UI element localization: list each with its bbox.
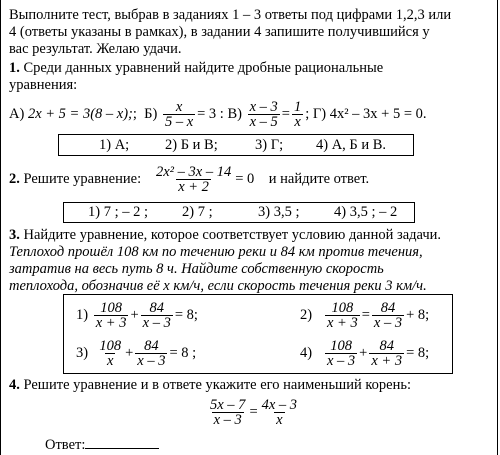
q4-fraction-2 — [260, 398, 299, 427]
q2-line — [9, 160, 369, 198]
q3-o4-n2: 84 — [379, 337, 394, 354]
q3-o3-d2: x – 3 — [137, 352, 166, 369]
q3-o1-n1: 108 — [100, 299, 122, 316]
q4-answer-blank[interactable] — [85, 434, 159, 449]
q3-number: 3. — [9, 227, 20, 243]
q3-option-3-op: + — [125, 344, 134, 361]
q1-b-denominator: 5 – x — [164, 113, 194, 130]
q3-o2-d2: x – 3 — [373, 314, 403, 331]
q2-answer-2: 2) 7 ; — [182, 204, 213, 220]
q3-option-2-label: 2) — [300, 306, 313, 323]
q2-denominator: x + 2 — [178, 178, 209, 195]
q2-answer-1: 1) 7 ; – 2 ; — [88, 204, 149, 220]
q4-numerator-2: 4x – 3 — [261, 396, 298, 413]
q3-problem-3: теплохода, обозначив её х км/ч, если скорость течения реки 3 км/ч. — [9, 278, 427, 294]
q3-o4-n1: 108 — [330, 337, 352, 354]
q3-o1-d2: x – 3 — [142, 314, 171, 331]
q1-answer-2: 2) Б и В; — [165, 137, 218, 153]
q1-text-2: уравнения: — [9, 77, 78, 93]
q2-fraction — [154, 165, 233, 194]
q3-option-2-op: = — [361, 306, 370, 323]
q3-option-4 — [300, 335, 429, 371]
q3-o3-n1: 108 — [99, 337, 122, 354]
q1-answer-4: 4) А, Б и В. — [316, 137, 387, 153]
q3-option-3-rhs: = 8 ; — [169, 344, 197, 361]
q4-text: Решите уравнение и в ответе укажите его наименьший корень: — [23, 377, 412, 393]
q3-problem-2: затратив на весь путь 8 ч. Найдите собственную скорость — [9, 261, 384, 277]
q3-text: Найдите уравнение, которое соответствует условию данной задачи. — [23, 227, 442, 243]
q3-heading — [9, 227, 441, 244]
q3-option-3-label: 3) — [76, 344, 89, 361]
q3-option-4-label: 4) — [300, 344, 313, 361]
q4-number: 4. — [9, 377, 20, 393]
q1-a-expr: 2x + 5 = 3(8 – x); — [27, 105, 133, 122]
q3-o1-n2: 84 — [149, 299, 164, 316]
q1-b-fraction — [163, 100, 195, 129]
q4-denominator-1: x – 3 — [213, 411, 242, 428]
q3-o4-d1: x – 3 — [326, 352, 356, 369]
q2-eq: = 0 — [235, 170, 255, 187]
q1-v-numerator-2: 1 — [293, 98, 302, 115]
q1-equations — [9, 95, 427, 133]
q3-o3-n2: 84 — [144, 337, 159, 354]
q1-answer-box — [58, 134, 414, 156]
q3-option-4-rhs: = 8; — [406, 344, 430, 361]
q1-v-eq: = — [281, 105, 290, 122]
q2-answer-box — [63, 202, 415, 223]
q1-a-end: ; — [132, 105, 137, 122]
q1-answer-3: 3) Г; — [255, 137, 284, 153]
q2-number: 2. — [9, 170, 20, 187]
q2-text: Решите уравнение: — [23, 170, 142, 187]
q3-option-3-frac-2 — [135, 339, 167, 368]
q3-option-4-frac-1 — [325, 339, 357, 368]
q1-text-1: Среди данных уравнений найдите дробные рациональные — [23, 60, 384, 76]
q3-o1-d1: x + 3 — [95, 314, 127, 331]
q3-option-1-op: + — [130, 306, 139, 323]
q3-option-1-frac-2 — [141, 301, 173, 330]
q3-o4-d2: x + 3 — [371, 352, 403, 369]
q4-equation — [206, 393, 301, 431]
q3-option-1-label: 1) — [76, 306, 89, 323]
q3-o2-n1: 108 — [331, 299, 354, 316]
q3-option-3 — [76, 335, 196, 371]
intro-line-2: 4 (ответы указаны в рамках), в задании 4 запишите получившийся у — [9, 24, 430, 40]
q3-o2-n2: 84 — [380, 299, 396, 316]
q1-b-label: Б) — [144, 105, 158, 122]
q4-answer-line — [45, 434, 159, 454]
intro-line-3: вас результат. Желаю удачи. — [9, 41, 182, 57]
q1-v-fraction-1 — [248, 100, 280, 129]
q3-option-1-rhs: = 8; — [174, 306, 198, 323]
q1-a-label: А) — [9, 105, 25, 122]
q2-answer-4: 4) 3,5 ; – 2 — [334, 204, 398, 220]
q3-option-1 — [76, 297, 198, 333]
q3-problem-1: Теплоход прошёл 108 км по течению реки и 84 км против течения, — [9, 244, 423, 260]
q1-heading — [9, 60, 383, 77]
q4-answer-label: Ответ: — [45, 437, 86, 453]
q3-option-2 — [300, 297, 429, 333]
q4-denominator-2: x — [276, 411, 283, 428]
q3-options-box — [63, 294, 453, 374]
q3-option-3-frac-1 — [97, 339, 123, 368]
q1-v-denominator-1: x – 5 — [249, 113, 278, 130]
q3-option-4-frac-2 — [369, 339, 404, 368]
q3-option-2-frac-2 — [372, 301, 404, 330]
q3-o2-d1: x + 3 — [326, 314, 358, 331]
q1-v-numerator-1: x – 3 — [249, 98, 278, 115]
q1-answer-1: 1) А; — [99, 137, 130, 153]
q1-b-rest: = 3 : В) — [197, 105, 242, 122]
q3-o3-d1: x — [107, 352, 114, 369]
q3-option-2-rhs: + 8; — [406, 306, 430, 323]
q3-option-4-op: + — [359, 344, 368, 361]
q2-after: и найдите ответ. — [268, 170, 370, 187]
q1-v-denominator-2: x — [294, 113, 301, 130]
q1-b-numerator: x — [175, 98, 183, 115]
q4-heading — [9, 377, 411, 394]
q3-option-2-frac-1 — [325, 301, 360, 330]
q4-eq: = — [249, 403, 258, 420]
q3-option-1-frac-1 — [94, 301, 129, 330]
q1-g-part: ; Г) 4x² – 3x + 5 = 0. — [305, 105, 427, 122]
q2-answer-3: 3) 3,5 ; — [258, 204, 300, 220]
q1-v-fraction-2 — [292, 100, 303, 129]
intro-line-1: Выполните тест, выбрав в заданиях 1 – 3 ответы под цифрами 1,2,3 или — [9, 7, 452, 23]
q4-numerator-1: 5x – 7 — [210, 396, 246, 413]
q2-numerator: 2x² – 3x – 14 — [155, 163, 232, 180]
q1-number: 1. — [9, 60, 20, 76]
q4-fraction-1 — [208, 398, 247, 427]
